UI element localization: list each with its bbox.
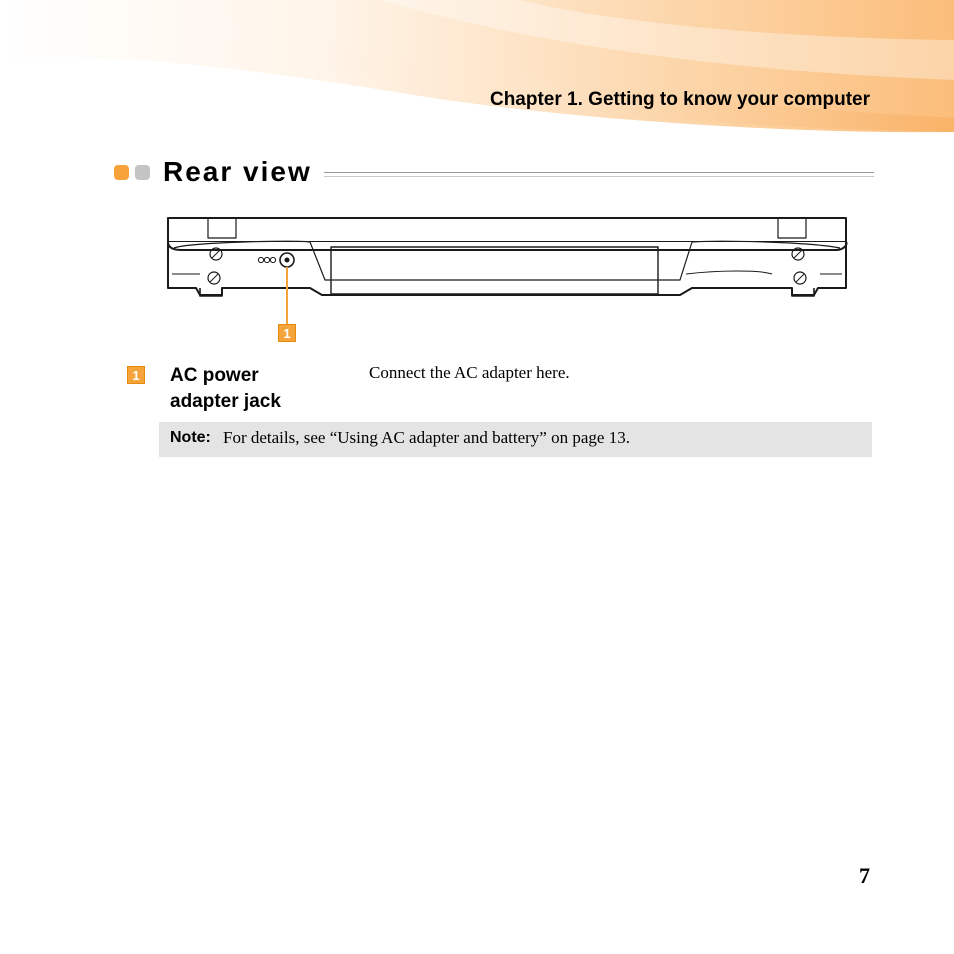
gray-bullet-icon bbox=[135, 165, 150, 180]
section-divider bbox=[324, 172, 874, 177]
section-heading bbox=[114, 156, 874, 190]
orange-bullet-icon bbox=[114, 165, 129, 180]
page-number: 7 bbox=[859, 863, 870, 888]
laptop-rear-view-illustration bbox=[160, 212, 860, 347]
item-description: Connect the AC adapter here. bbox=[369, 363, 570, 382]
item-number-marker: 1 bbox=[127, 366, 145, 384]
header-decorative-band bbox=[0, 0, 954, 140]
note-box bbox=[159, 422, 872, 457]
figure-callout-marker: 1 bbox=[278, 324, 296, 342]
note-text: For details, see “Using AC adapter and battery” on page 13. bbox=[223, 428, 630, 447]
section-title: Rear view bbox=[163, 156, 312, 187]
chapter-title: Chapter 1. Getting to know your computer bbox=[489, 89, 870, 110]
item-label-ac-power-adapter-jack: AC power adapter jack bbox=[170, 365, 281, 412]
note-label: Note: bbox=[170, 429, 211, 446]
